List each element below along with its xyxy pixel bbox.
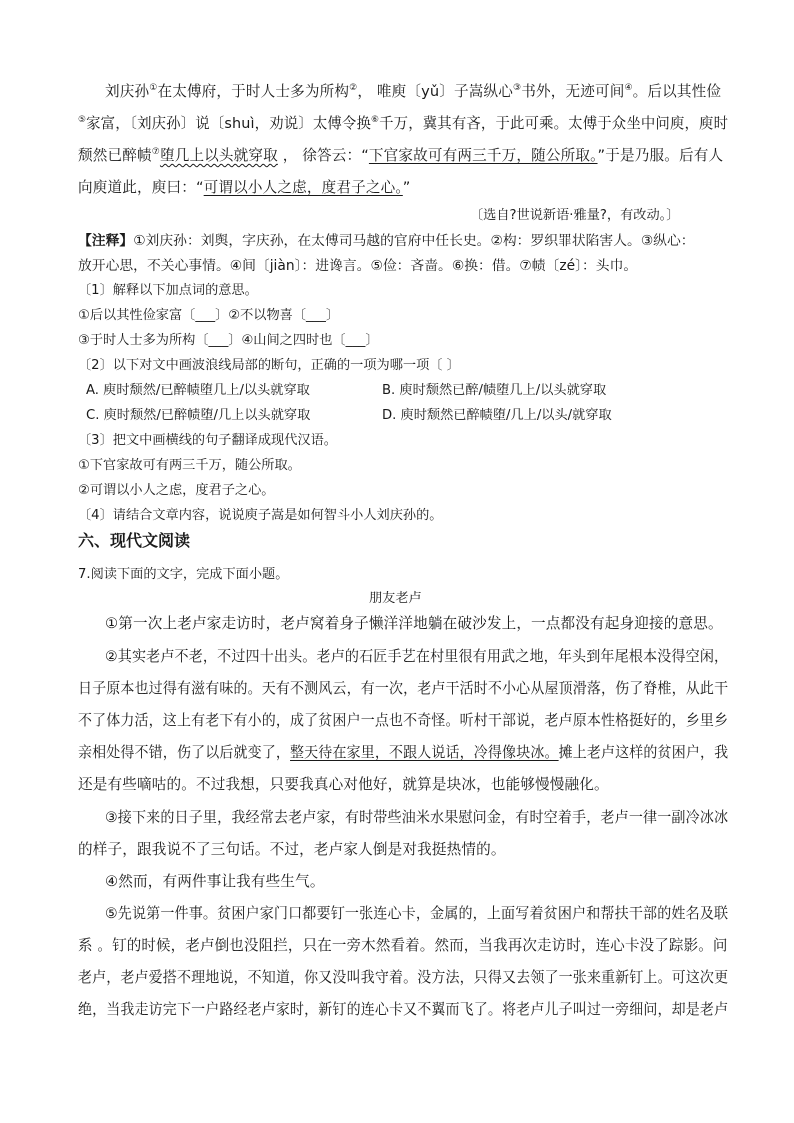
passage-line-1 [105,80,721,101]
article-paragraph-4: ④然而，有两件事让我有些生气。 [105,873,325,890]
question-3: 〔3〕把文中画横线的句子翻译成现代汉语。 [78,433,337,448]
passage-line-2 [78,112,728,133]
text: 向庾道此，庾曰：“ [78,179,204,196]
article-paragraph-2-line-4 [78,741,728,762]
question-4: 〔4〕请结合文章内容，说说庾子嵩是如何智斗小人刘庆孙的。 [78,508,443,523]
text: 千万，冀其有吝，于此可乘。太傅于众坐中问庾，庾时 [379,115,729,132]
question-3-item-1: ①下官家故可有两三千万，随公所取。 [78,458,301,473]
footnote-marker: ⑦ [151,147,160,157]
text: 书外，无迹可间 [521,83,625,100]
article-paragraph-5-line-2: 系 。钉的时候，老卢倒也没阻拦，只在一旁木然看着。然而，当我再次走访时，连心卡没了踪影。问 [78,937,728,954]
footnote-marker: ③ [513,83,522,93]
footnote-marker: ② [349,83,358,93]
question-1: 〔1〕解释以下加点词的意思。 [78,283,258,298]
text: 摊上老卢这样的贫困户，我 [558,744,729,761]
question-7: 7.阅读下面的文字，完成下面小题。 [78,567,289,582]
text: 颓然已醉帻 [78,147,152,164]
question-1-items-a: ①后以其性俭家富〔___〕②不以物喜〔___〕 [78,308,340,323]
underlined-sentence-2: 可谓以小人之虑，度君子之心。 [203,179,403,196]
notes-line-2: 放开心思，不关心事情。④间〔jiàn〕：进谗言。⑤俭：吝啬。⑥换：借。⑦帻〔zé〕：头巾。 [78,258,638,274]
option-b: B. 庾时颓然已醉/帻堕几上/以头就穿取 [382,383,607,398]
article-paragraph-1: ①第一次上老卢家走访时，老卢窝着身子懒洋洋地躺在破沙发上，一点都没有起身迎接的意思。 [105,615,723,632]
article-paragraph-5-line-3: 老卢，老卢爱搭不理地说，不知道，你又没叫我守着。没方法，只得又去领了一张来重新钉上。可这次更 [78,969,729,986]
article-paragraph-2-line-3: 不了体力活，这上有老下有小的，成了贫困户一点也不奇怪。听村干部说，老卢原本性格挺好的，乡里乡 [78,712,729,729]
wavy-underlined-text: 堕几上以头就穿取 [159,147,278,164]
text: ” [402,179,411,196]
text: ①刘庆孙：刘舆，字庆孙，在太傅司马越的官府中任长史。②构：罗织罪状陷害人。③纵心： [133,233,695,249]
footnote-marker: ⑥ [371,115,380,125]
question-1-items-b: ③于时人士多为所构〔___〕④山间之四时也〔___〕 [78,333,379,348]
question-3-item-2: ②可谓以小人之虑，度君子之心。 [78,483,275,498]
text: 亲相处得不错，伤了以后就变了， [78,744,291,761]
text: 。后以其性俭 [632,83,722,100]
notes-line-1 [78,229,695,249]
footnote-marker: ⑤ [78,115,87,125]
option-c: C. 庾时颓然/已醉帻堕/几上以头就穿取 [86,408,311,423]
section-heading: 六、现代文阅读 [78,531,191,550]
footnote-marker: ① [149,83,158,93]
text: ， 唯庾〔yǔ〕子嵩纵心 [357,83,514,100]
article-paragraph-3-line-1: ③接下来的日子里，我经常去老卢家，有时带些油米水果慰问金，有时空着手，老卢一律一副冷冰冰 [105,809,729,826]
passage-source: 〔选自?世说新语·雅量?，有改动。〕 [470,208,680,223]
article-paragraph-2-line-1: ②其实老卢不老，不过四十出头。老卢的石匠手艺在村里很有用武之地，年头到年尾根本没得空闲， [105,648,729,665]
footnote-marker: ④ [624,83,633,93]
article-paragraph-2-line-2: 日子原本也过得有滋有味的。天有不测风云，有一次，老卢干活时不小心从屋顶滑落，伤了脊椎，从此干 [78,680,729,697]
passage-line-4 [78,176,411,197]
article-paragraph-2-line-5: 还是有些嘀咕的。不过我想，只要我真心对他好，就算是块冰，也能够慢慢融化。 [78,776,609,793]
text: 在太傅府，于时人士多为所构 [157,83,350,100]
text: 刘庆孙 [105,83,150,100]
underlined-sentence-1: 下官家故可有两三千万，随公所取。 [368,147,598,164]
passage-line-3 [78,144,723,165]
question-2: 〔2〕以下对文中画波浪线局部的断句，正确的一项为哪一项〔 〕 [78,358,460,373]
text: 家富，〔刘庆孙〕说〔shuì，劝说〕太傅令换 [86,115,372,132]
text: ”于是乃服。后有人 [597,147,724,164]
article-paragraph-5-line-4: 绝，当我走访完下一户路经老卢家时，新钉的连心卡又不翼而飞了。将老卢儿子叫过一旁细问，却是老卢 [78,1001,729,1018]
article-title: 朋友老卢 [369,591,422,606]
article-paragraph-5-line-1: ⑤先说第一件事。贫困户家门口都要钉一张连心卡，金属的，上面写着贫困户和帮扶干部的姓名及联 [105,905,729,922]
underlined-sentence: 整天待在家里，不跟人说话，冷得像块冰。 [290,744,559,761]
article-paragraph-3-line-2: 的样子，跟我说不了三句话。不过，老卢家人倒是对我挺热情的。 [78,841,506,858]
option-a: A. 庾时颓然/已醉帻堕几上/以头就穿取 [86,383,310,398]
text: ， 徐答云：“ [277,147,369,164]
option-d: D. 庾时颓然已醉帻堕/几上/以头/就穿取 [382,408,612,423]
notes-label: 【注释】 [78,233,134,249]
